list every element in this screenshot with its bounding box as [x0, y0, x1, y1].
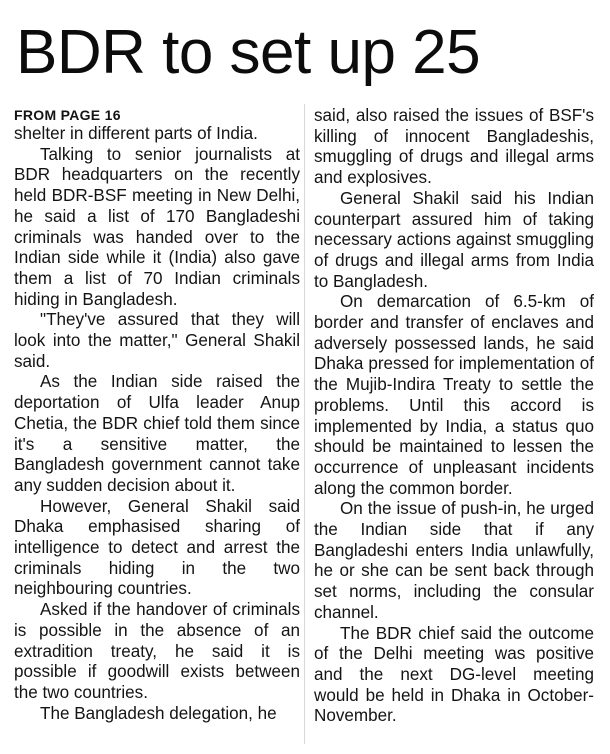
paragraph: On demarcation of 6.5-km of border and transfer of enclaves and adversely possessed lands, he said Dhaka pressed for implementation of the Mujib-Indira Treaty to settle the problems. Until this accord is implemented by India, a status quo should be maintained to lessen the occurrence of unpleasant incidents along the common border. — [314, 292, 594, 498]
paragraph: "They've assured that they will look into the matter," General Shakil said. — [14, 310, 300, 371]
article-column-left — [14, 106, 300, 724]
continuation-slug: FROM PAGE 16 — [14, 107, 121, 123]
paragraph: General Shakil said his Indian counterpart assured him of taking necessary actions against smuggling of drugs and illegal arms from India to Bangladesh. — [314, 188, 594, 291]
paragraph: shelter in different parts of India. — [14, 124, 258, 143]
paragraph: Talking to senior journalists at BDR headquarters on the recently held BDR-BSF meeting in New Delhi, he said a list of 170 Bangladeshi criminals was handed over to the Indian side while it (India) also gave them a list of 70 Indian criminals hiding in Bangladesh. — [14, 144, 300, 309]
paragraph: Asked if the handover of criminals is possible in the absence of an extradition treaty, he said it is possible if goodwill exists between the two countries. — [14, 600, 300, 702]
paragraph: said, also raised the issues of BSF's killing of innocent Bangladeshis, smuggling of drugs and illegal arms and explosives. — [314, 106, 594, 188]
paragraph: On the issue of push-in, he urged the Indian side that if any Bangladeshi enters India unlawfully, he or she can be sent back through set norms, including the consular channel. — [314, 499, 594, 622]
paragraph: The Bangladesh delegation, he — [40, 703, 277, 723]
column-divider — [304, 104, 305, 744]
article-column-right — [314, 106, 594, 727]
headline: BDR to set up 25 — [16, 18, 481, 87]
paragraph: The BDR chief said the outcome of the Delhi meeting was positive and the next DG-level meeting would be held in Dhaka in October-November. — [314, 623, 594, 726]
paragraph: However, General Shakil said Dhaka emphasised sharing of intelligence to detect and arrest the criminals hiding in the two neighbouring countries. — [14, 496, 300, 599]
paragraph: As the Indian side raised the deportation of Ulfa leader Anup Chetia, the BDR chief told them since it's a sensitive matter, the Bangladesh government cannot take any sudden decision about it. — [14, 372, 300, 495]
